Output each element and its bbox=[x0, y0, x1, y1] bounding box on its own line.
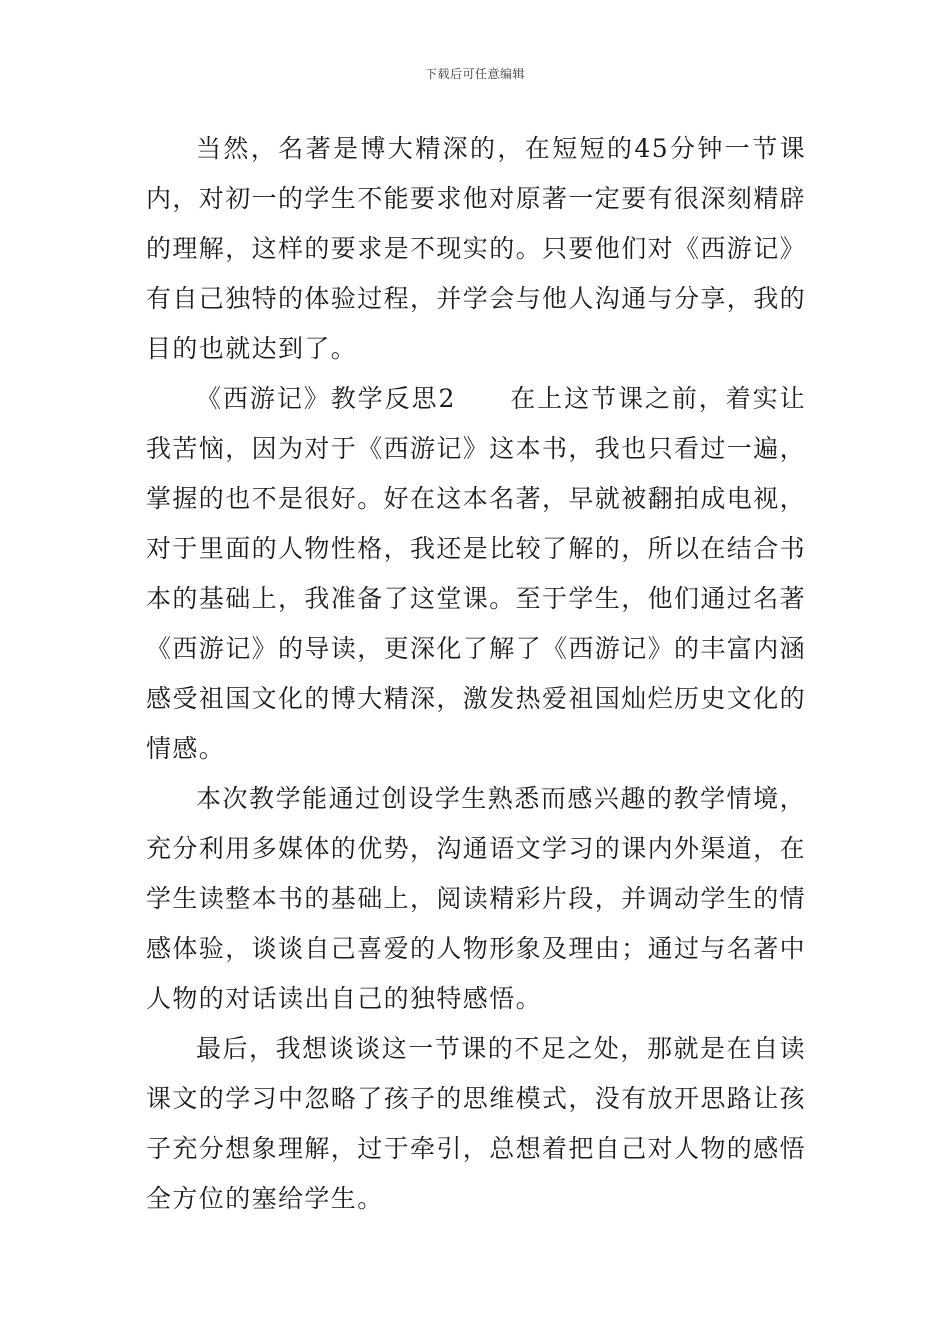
paragraph-shortcomings: 最后，我想谈谈这一节课的不足之处，那就是在自读课文的学习中忽略了孩子的思维模式，没有放开思路让孩子充分想象理解，过于牵引，总想着把自己对人物的感悟全方位的塞给学生。 bbox=[146, 1034, 807, 1213]
paragraph-conclusion: 当然，名著是博大精深的，在短短的45分钟一节课内，对初一的学生不能要求他对原著一定要有很深刻精辟的理解，这样的要求是不现实的。只要他们对《西游记》有自己独特的体验过程，并学会与他人沟通与分享，我的目的也就达到了。 bbox=[146, 134, 807, 363]
page-header-note: 下载后可任意编辑 bbox=[424, 67, 525, 81]
paragraph-teaching-method: 本次教学能通过创设学生熟悉而感兴趣的教学情境，充分利用多媒体的优势，沟通语文学习的课内外渠道，在学生读整本书的基础上，阅读精彩片段，并调动学生的情感体验，谈谈自己喜爱的人物形象及理由；通过与名著中人物的对话读出自己的独特感悟。 bbox=[146, 784, 807, 1013]
document-body bbox=[146, 124, 806, 1224]
paragraph-reflection-2: 《西游记》教学反思2 在上这节课之前，着实让我苦恼，因为对于《西游记》这本书，我也只看过一遍，掌握的也不是很好。好在这本名著，早就被翻拍成电视，对于里面的人物性格，我还是比较了解的，所以在结合书本的基础上，我准备了这堂课。至于学生，他们通过名著《西游记》的导读，更深化了解了《西游记》的丰富内涵感受祖国文化的博大精深，激发热爱祖国灿烂历史文化的情感。 bbox=[146, 384, 807, 763]
